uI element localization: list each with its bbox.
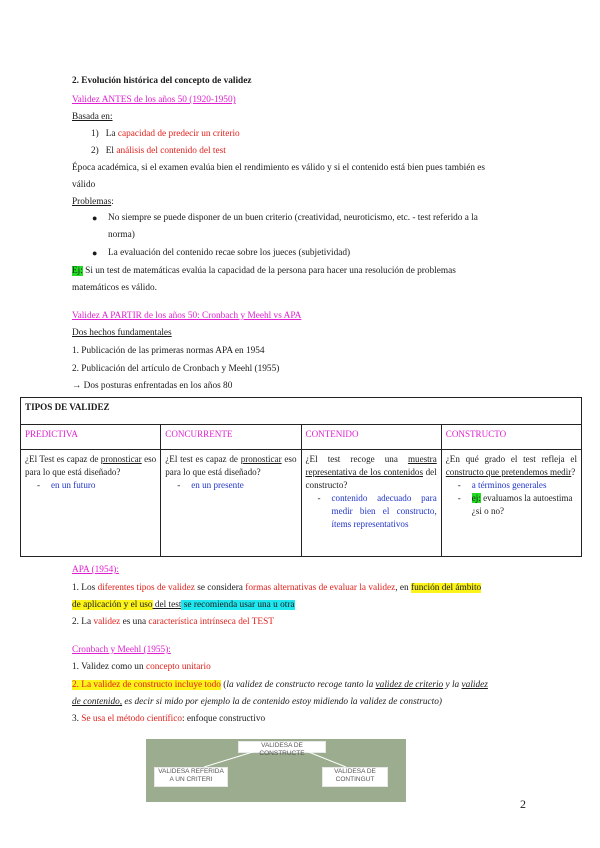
diagram-right-box: VALIDESA DE CONTINGUT xyxy=(322,767,388,787)
fact-3: → Dos posturas enfrentadas en los años 80 xyxy=(72,381,233,391)
apa-line-1: 1. Los diferentes tipos de validez se considera formas alternativas de evaluar la validez, en función del ámbito xyxy=(72,583,482,593)
problems-label: Problemas: xyxy=(72,197,114,207)
cell-predictiva: ¿El Test es capaz de pronosticar eso para lo que está diseñado? - en un futuro xyxy=(21,450,161,557)
based-item-2: 2) El análisis del contenido del test xyxy=(91,146,226,156)
cell-contenido: ¿El test recoge una muestra representativa de los contenidos del constructo? - contenido adecuado para medir bien el constructo, ítems representativos xyxy=(301,450,441,557)
epoch-line-2: válido xyxy=(72,180,96,190)
col-header-concurrente: CONCURRENTE xyxy=(161,425,301,450)
before-heading: Validez ANTES de los años 50 (1920-1950) xyxy=(72,95,236,105)
facts-label: Dos hechos fundamentales xyxy=(72,328,172,338)
apa-heading: APA (1954): xyxy=(72,565,119,575)
based-item-1: 1) La capacidad de predecir un criterio xyxy=(91,129,240,139)
problem-1-line-1: No siempre se puede disponer de un buen criterio (creatividad, neuroticismo, etc. - test referido a la xyxy=(108,213,478,223)
validity-diagram xyxy=(146,739,406,802)
table-title: TIPOS DE VALIDEZ xyxy=(21,398,582,425)
cm-heading: Cronbach y Meehl (1955): xyxy=(72,645,171,655)
cm-line-2: 2. La validez de constructo incluye todo (la validez de constructo recoge tanto la validez de criterio y la validez xyxy=(72,680,488,690)
problem-2: La evaluación del contenido recae sobre los jueces (subjetividad) xyxy=(108,248,351,258)
epoch-line-1: Época académica, si el examen evalúa bien el rendimiento es válido y si el contenido está bien pues también es xyxy=(72,163,486,173)
cm-line-1: 1. Validez como un concepto unitario xyxy=(72,662,211,672)
col-header-predictiva: PREDICTIVA xyxy=(21,425,161,450)
cell-constructo: ¿En qué grado el test refleja el constructo que pretendemos medir? - a términos generales - ej: evaluamos la autoestima ¿si o no? xyxy=(441,450,581,557)
example-line-2: matemáticos es válido. xyxy=(72,283,157,293)
apa-line-3: 2. La validez es una característica intrínseca del TEST xyxy=(72,617,274,627)
cm-line-3: de contenido, es decir si mido por ejemplo la de contenido estoy midiendo la validez de constructo) xyxy=(72,697,442,707)
validity-types-table xyxy=(20,397,582,557)
apa-line-2: de aplicación y el uso del test se recomienda usar una u otra xyxy=(72,600,295,610)
example-line-1: Ej: Si un test de matemáticas evalúa la capacidad de la persona para hacer una resolución de problemas xyxy=(72,266,456,276)
page-number: 2 xyxy=(520,797,526,811)
diagram-left-box: VALIDESA REFERIDA A UN CRITERI xyxy=(154,767,228,787)
after-heading: Validez A PARTIR de los años 50: Cronbach y Meehl vs APA xyxy=(72,311,302,321)
col-header-constructo: CONSTRUCTO xyxy=(441,425,581,450)
fact-1: 1. Publicación de las primeras normas APA en 1954 xyxy=(72,346,265,356)
cell-concurrente: ¿El test es capaz de pronosticar eso para lo que está diseñado? - en un presente xyxy=(161,450,301,557)
cm-line-4: 3. Se usa el método científico: enfoque constructivo xyxy=(72,714,266,724)
bullet-icon: ● xyxy=(92,248,98,258)
based-label: Basada en: xyxy=(72,112,113,122)
section-title: 2. Evolución histórica del concepto de validez xyxy=(72,76,252,86)
problem-1-line-2: norma) xyxy=(108,230,135,240)
diagram-top-box: VALIDESA DE CONSTRUCTE xyxy=(238,741,326,753)
col-header-contenido: CONTENIDO xyxy=(301,425,441,450)
fact-2: 2. Publicación del artículo de Cronbach y Meehl (1955) xyxy=(72,364,280,374)
bullet-icon: ● xyxy=(92,213,98,223)
